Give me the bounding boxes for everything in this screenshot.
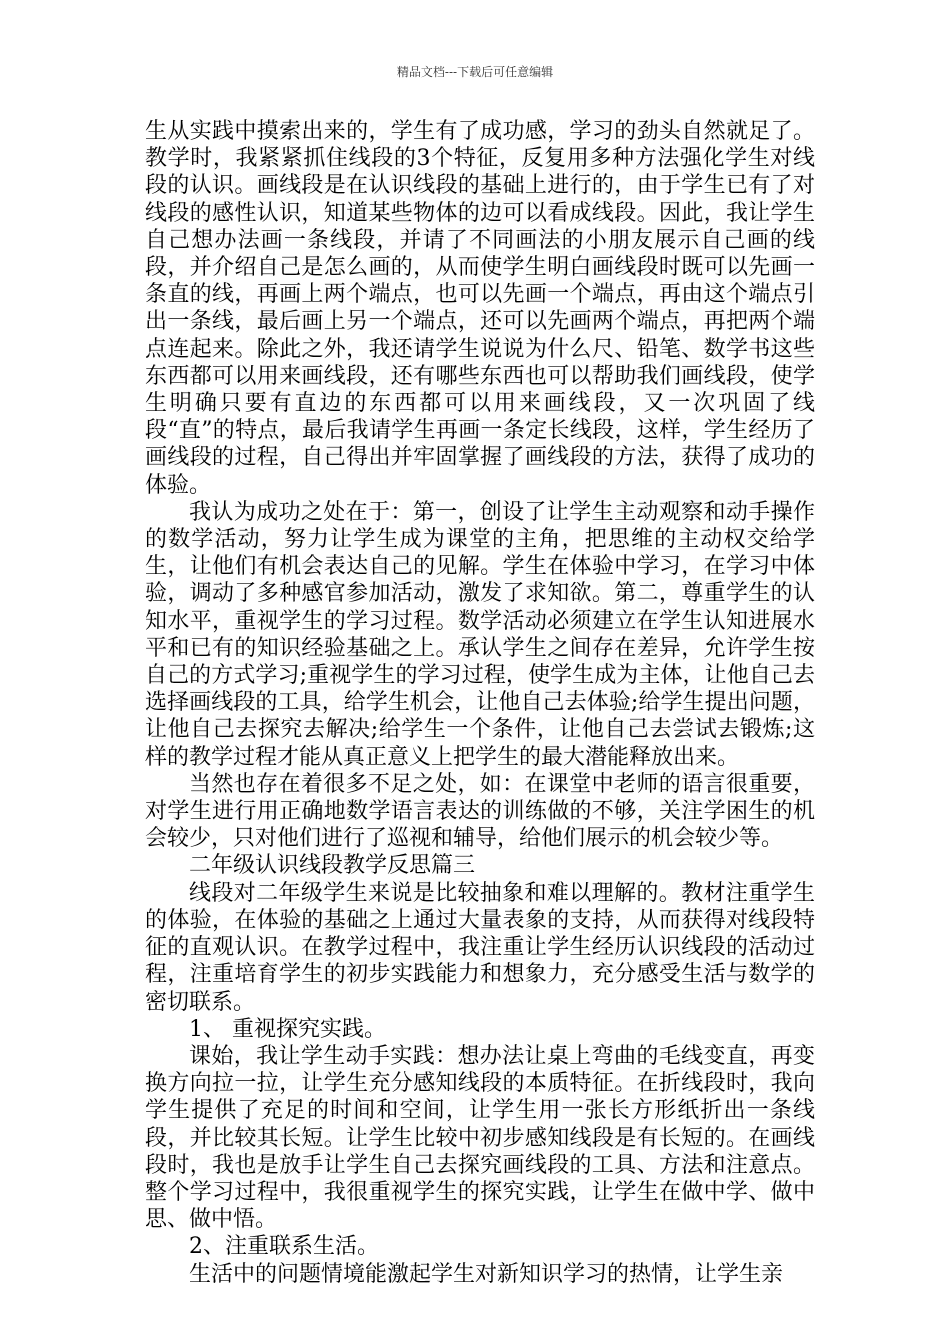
list-heading-2: 2、注重联系生活。 <box>189 1234 379 1260</box>
paragraph-3: 当然也存在着很多不足之处，如：在课堂中老师的语言很重要，对学生进行用正确地数学语言表达的训练做的不够，关注学困生的机会较少，只对他们进行了巡视和辅导，给他们展示的机会较少等。 <box>145 771 815 852</box>
section-heading: 二年级认识线段教学反思篇三 <box>189 853 476 879</box>
paragraph-2: 我认为成功之处在于：第一，创设了让学生主动观察和动手操作的数学活动，努力让学生成为课堂的主角，把思维的主动权交给学生，让他们有机会表达自己的见解。学生在体验中学习，在学习中体验，调动了多种感官参加活动，激发了求知欲。第二，尊重学生的认知水平，重视学生的学习过程。数学活动必须建立在学生认知进展水平和已有的知识经验基础之上。承认学生之间存在差异，允许学生按自己的方式学习;重视学生的学习过程，使学生成为主体，让他自己去选择画线段的工具，给学生机会，让他自己去体验;给学生提出问题，让他自己去探究去解决;给学生一个条件，让他自己去尝试去锻炼;这样的教学过程才能从真正意义上把学生的最大潜能释放出来。 <box>145 499 815 770</box>
paragraph-5: 课始，我让学生动手实践：想办法让桌上弯曲的毛线变直，再变换方向拉一拉，让学生充分感知线段的本质特征。在折线段时，我向学生提供了充足的时间和空间，让学生用一张长方形纸折出一条线段，并比较其长短。让学生比较中初步感知线段是有长短的。在画线段时，我也是放手让学生自己去探究画线段的工具、方法和注意点。整个学习过程中，我很重视学生的探究实践，让学生在做中学、做中思、做中悟。 <box>145 1043 815 1233</box>
list-heading-1: 1、 重视探究实践。 <box>189 1016 386 1042</box>
paragraph-4: 线段对二年级学生来说是比较抽象和难以理解的。教材注重学生的体验，在体验的基础之上通过大量表象的支持，从而获得对线段特征的直观认识。在教学过程中，我注重让学生经历认识线段的活动过程，注重培育学生的初步实践能力和想象力，充分感受生活与数学的密切联系。 <box>145 880 815 1015</box>
page-header: 精品文档---下载后可任意编辑 <box>396 65 554 79</box>
paragraph-6: 生活中的问题情境能激起学生对新知识学习的热情，让学生亲 <box>189 1261 784 1287</box>
paragraph-1: 生从实践中摸索出来的，学生有了成功感，学习的劲头自然就足了。教学时，我紧紧抓住线段的3个特征，反复用多种方法强化学生对线段的认识。画线段是在认识线段的基础上进行的，由于学生已有了对线段的感性认识，知道某些物体的边可以看成线段。因此，我让学生自己想办法画一条线段，并请了不同画法的小朋友展示自己画的线段，并介绍自己是怎么画的，从而使学生明白画线段时既可以先画一条直的线，再画上两个端点，也可以先画一个端点，再由这个端点引出一条线，最后画上另一个端点，还可以先画两个端点，再把两个端点连起来。除此之外，我还请学生说说为什么尺、铅笔、数学书这些东西都可以用来画线段，还有哪些东西也可以帮助我们画线段，使学生明确只要有直边的东西都可以用来画线段，又一次巩固了线段“直”的特点，最后我请学生再画一条定长线段，这样，学生经历了画线段的过程，自己得出并牢固掌握了画线段的方法，获得了成功的体验。 <box>145 119 815 498</box>
document-body <box>145 118 815 1288</box>
